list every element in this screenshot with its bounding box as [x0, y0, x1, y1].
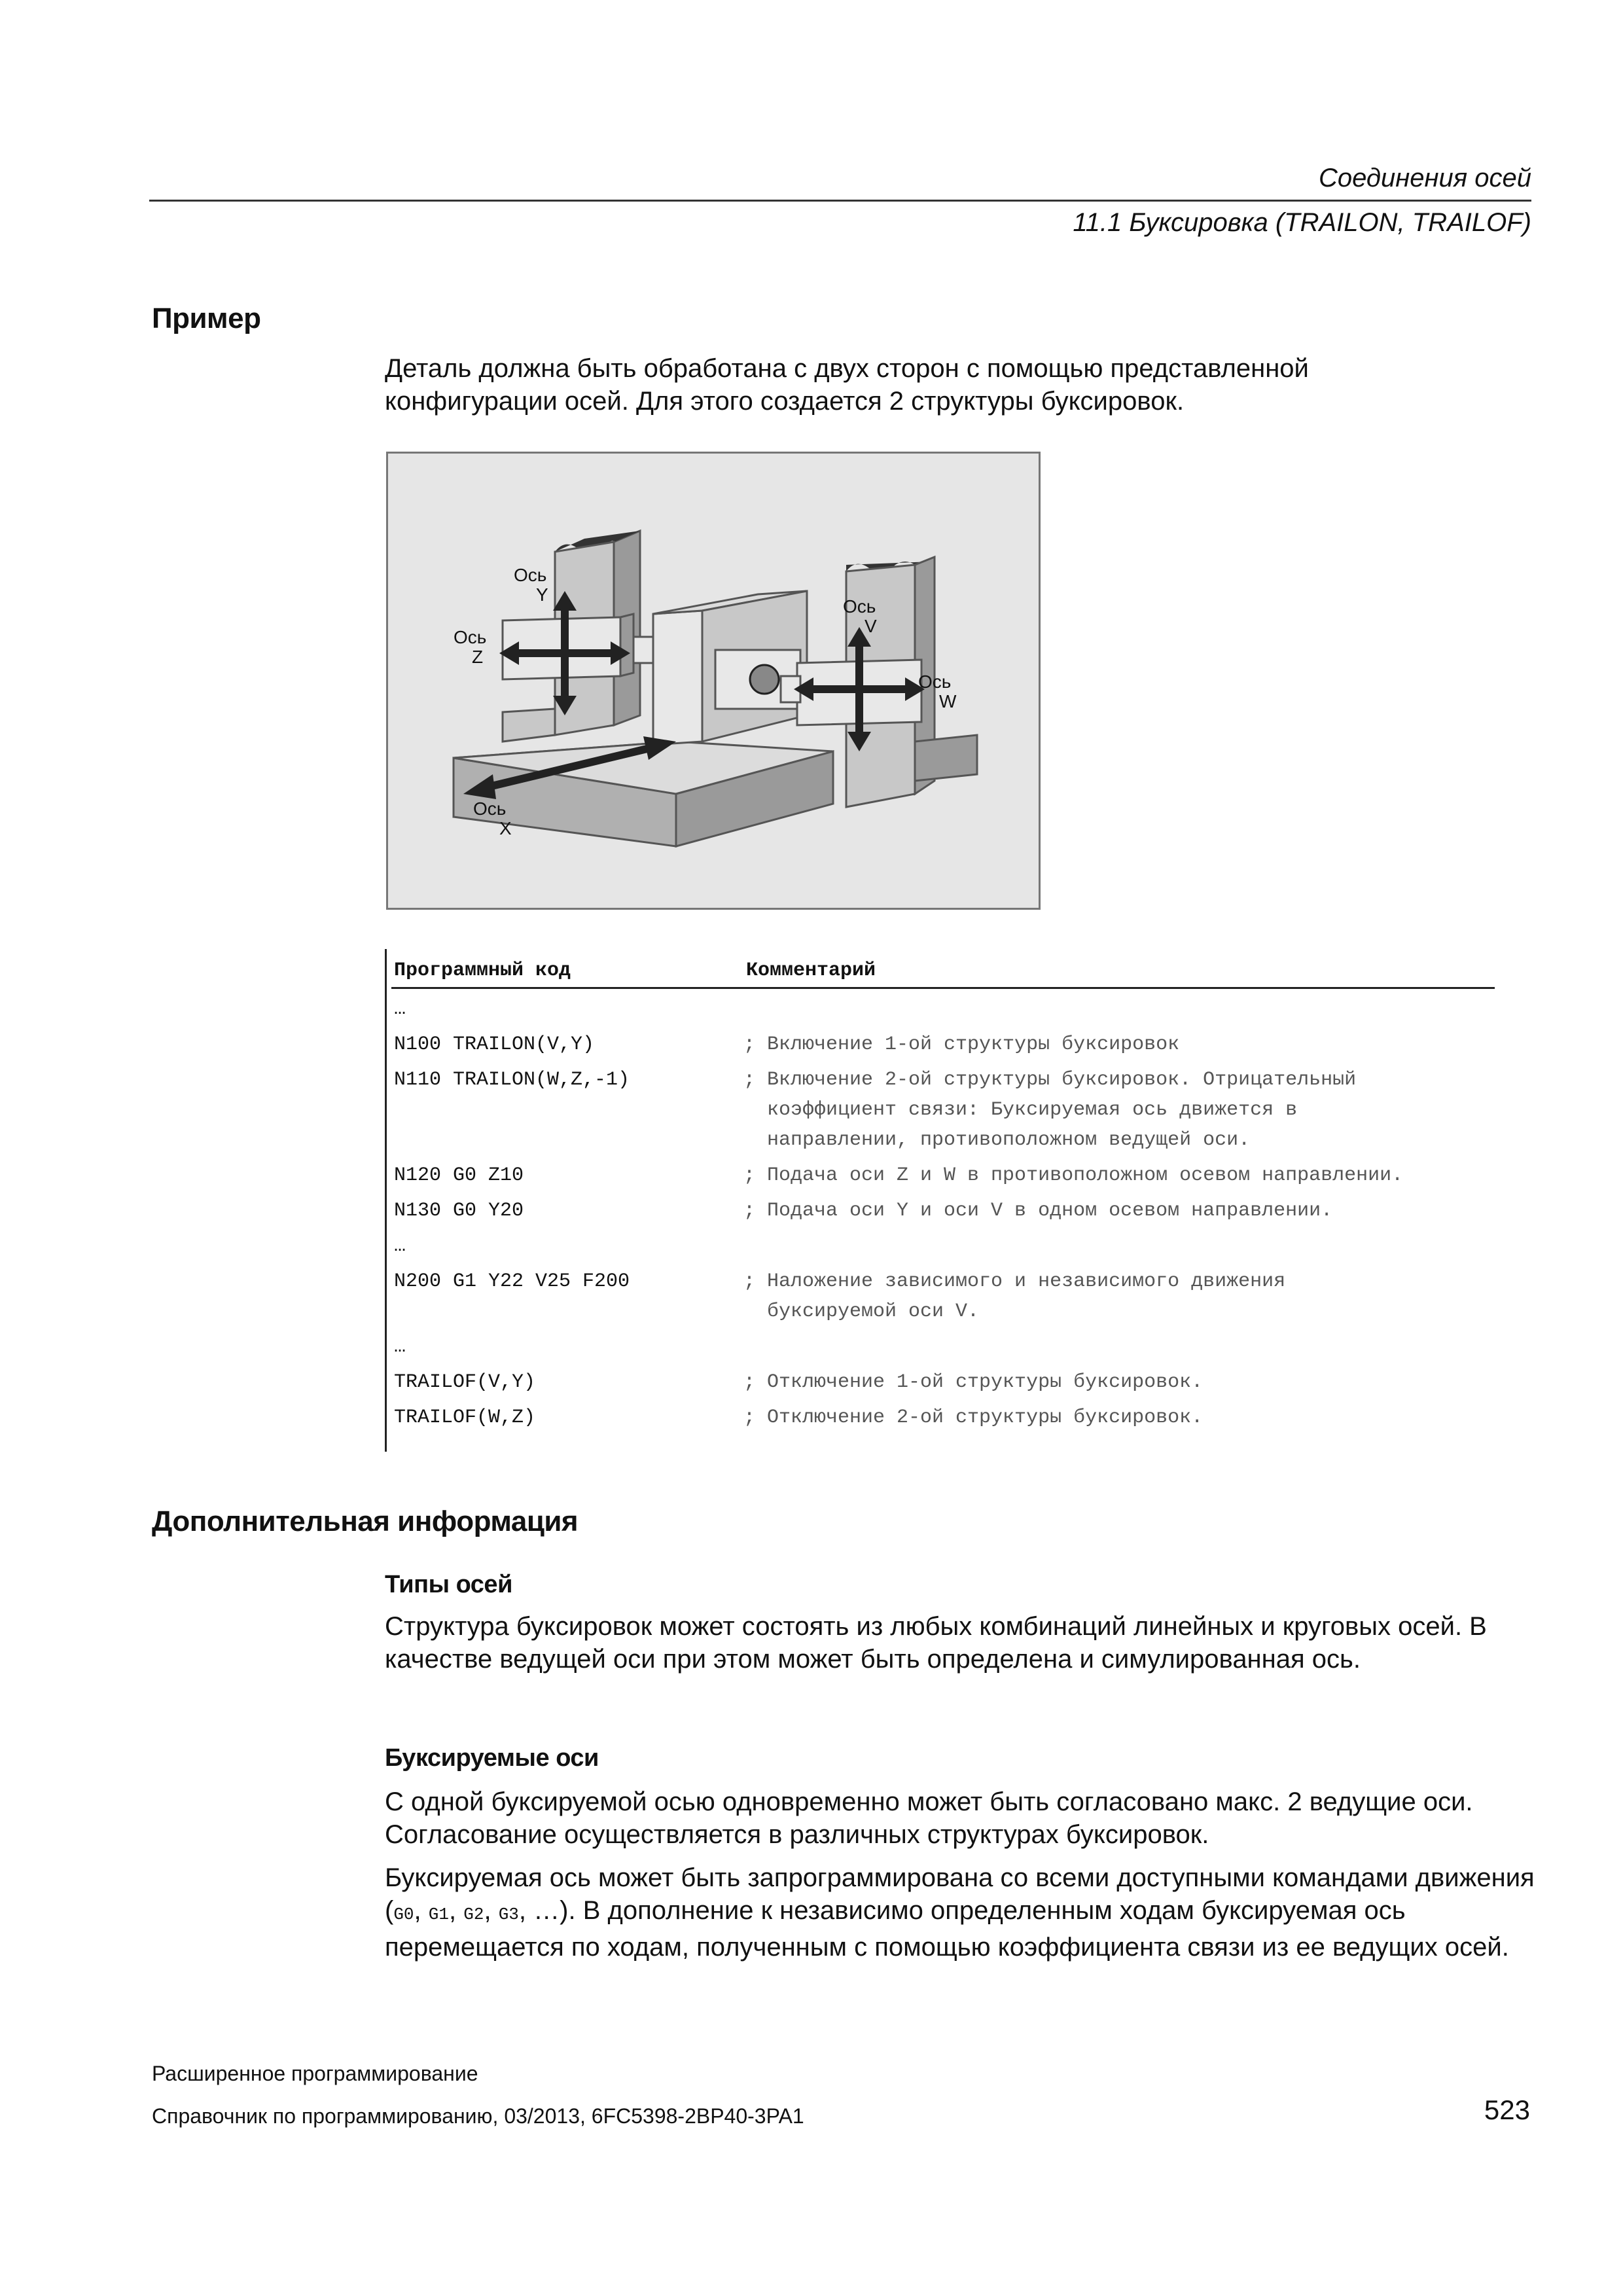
axis-v-word: Ось	[843, 596, 876, 617]
program-row	[391, 1155, 1495, 1191]
comment-line: Отключение 2-ой структуры буксировок.	[767, 1407, 1204, 1429]
footer-book-info: Справочник по программированию, 03/2013, 6FC5398-2BP40-3PA1	[152, 2104, 804, 2128]
program-row	[391, 988, 1495, 1025]
axis-w-letter: W	[939, 691, 957, 711]
axes-figure	[386, 452, 1041, 910]
program-code: …	[394, 1336, 406, 1358]
workpiece	[653, 611, 702, 745]
column-header-comment: Комментарий	[743, 949, 1495, 988]
program-code: …	[394, 1235, 406, 1257]
section-title: 11.1 Буксировка (TRAILON, TRAILOF)	[1073, 208, 1531, 237]
program-row	[391, 1362, 1495, 1397]
axis-types-heading: Типы осей	[385, 1571, 512, 1598]
column-header-code: Программный код	[391, 949, 743, 988]
chapter-title: Соединения осей	[1318, 164, 1531, 192]
program-code: N120 G0 Z10	[394, 1164, 524, 1187]
comment-marker: ;	[743, 1164, 756, 1187]
axis-y-letter: Y	[536, 584, 548, 605]
program-code: TRAILOF(V,Y)	[394, 1371, 536, 1393]
program-code: N130 G0 Y20	[394, 1200, 524, 1222]
axis-x-letter: X	[499, 818, 512, 838]
page-number: 523	[1484, 2094, 1530, 2125]
trailing-axes-p1: С одной буксируемой осью одновременно может быть согласовано макс. 2 ведущие оси. Согласование осуществляется в различных структурах буксировок.	[385, 1787, 1473, 1849]
trailing-axes-p2: Буксируемая ось может быть запрограммирована со всеми доступными командами движения (G0, G1, G2, G3, …). В дополнение к независимо определенным ходам буксируемая ось перемещается по ходам, полученным с помощью коэффициента связи из ее ведущих осей.	[385, 1863, 1535, 1962]
program-code: …	[394, 998, 406, 1020]
program-code: N100 TRAILON(V,Y)	[394, 1033, 595, 1056]
program-row	[391, 1060, 1495, 1155]
program-comment	[743, 1024, 1495, 1060]
axis-z-letter: Z	[472, 647, 484, 667]
axes-diagram	[388, 454, 1039, 908]
example-heading: Пример	[152, 302, 261, 334]
more-info-heading: Дополнительная информация	[152, 1505, 579, 1537]
axis-types-text: Структура буксировок может состоять из любых комбинаций линейных и круговых осей. В качестве ведущей оси при этом может быть определена и симулированная ось.	[385, 1612, 1487, 1674]
program-code: N110 TRAILON(W,Z,-1)	[394, 1069, 630, 1091]
example-intro	[385, 352, 1432, 418]
comment-marker: ;	[743, 1033, 756, 1056]
program-code: N200 G1 Y22 V25 F200	[394, 1270, 630, 1293]
footer-book-title: Расширенное программирование	[152, 2062, 478, 2085]
comment-marker: ;	[743, 1407, 756, 1429]
comment-marker: ;	[743, 1371, 756, 1393]
program-row	[391, 1261, 1495, 1327]
header-rule	[149, 200, 1531, 202]
trailing-axes-heading: Буксируемые оси	[385, 1744, 599, 1772]
program-table	[385, 949, 1495, 1433]
comment-line: направлении, противоположном ведущей оси.	[767, 1129, 1251, 1151]
program-row	[391, 1024, 1495, 1060]
comment-line: Наложение зависимого и независимого движения	[767, 1270, 1286, 1293]
comment-line: буксируемой оси V.	[767, 1300, 980, 1323]
axis-w-word: Ось	[918, 672, 952, 692]
program-row	[391, 1327, 1495, 1362]
trailing-axes-body	[385, 1785, 1537, 1964]
program-row	[391, 1191, 1495, 1226]
comment-line: коэффициент связи: Буксируемая ось движется в	[767, 1099, 1298, 1121]
program-comment	[743, 1397, 1495, 1433]
program-comment	[743, 1060, 1495, 1155]
program-row	[391, 1226, 1495, 1261]
example-intro-text: Деталь должна быть обработана с двух сторон с помощью представленной конфигурации осей. Для этого создается 2 структуры буксировок.	[385, 354, 1309, 416]
axis-y-word: Ось	[514, 565, 547, 585]
program-comment	[743, 1327, 1495, 1362]
comment-line: Включение 2-ой структуры буксировок. Отрицательный	[767, 1069, 1357, 1091]
program-comment	[743, 988, 1495, 1025]
axis-z-word: Ось	[454, 627, 487, 647]
program-comment	[743, 1191, 1495, 1226]
comment-marker: ;	[743, 1069, 756, 1091]
program-row	[391, 1397, 1495, 1433]
comment-marker: ;	[743, 1270, 756, 1293]
axis-x-word: Ось	[473, 798, 507, 819]
comment-marker: ;	[743, 1200, 756, 1222]
program-comment	[743, 1155, 1495, 1191]
axis-types-body	[385, 1610, 1537, 1676]
program-comment	[743, 1362, 1495, 1397]
comment-line: Подача оси Z и W в противоположном осевом направлении.	[767, 1164, 1404, 1187]
comment-line: Подача оси Y и оси V в одном осевом направлении.	[767, 1200, 1333, 1222]
program-comment	[743, 1261, 1495, 1327]
comment-line: Включение 1-ой структуры буксировок	[767, 1033, 1180, 1056]
axis-v-letter: V	[865, 616, 877, 636]
comment-line: Отключение 1-ой структуры буксировок.	[767, 1371, 1204, 1393]
program-comment	[743, 1226, 1495, 1261]
program-code: TRAILOF(W,Z)	[394, 1407, 536, 1429]
